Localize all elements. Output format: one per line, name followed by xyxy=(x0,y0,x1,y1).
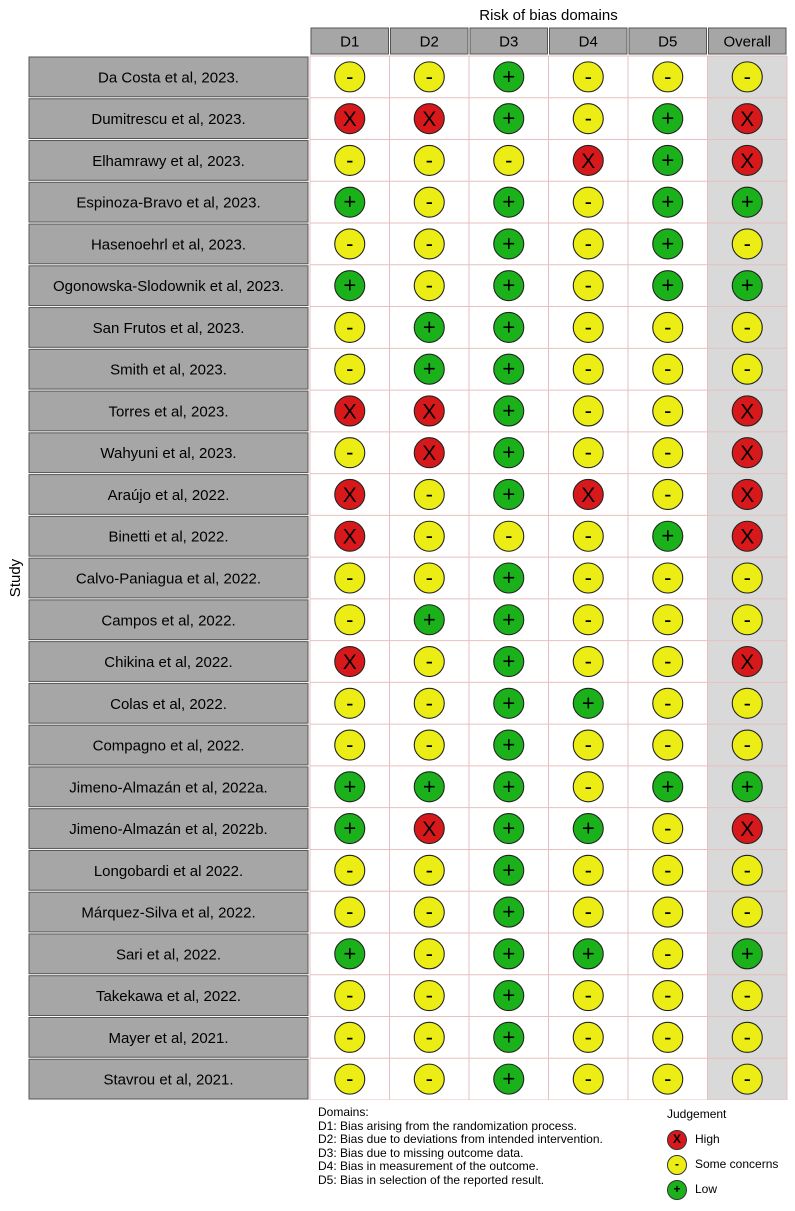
column-header-label: D3 xyxy=(499,33,519,51)
column-header-label: D1 xyxy=(340,33,360,51)
judgement-symbol: - xyxy=(664,606,672,632)
judgement-symbol: + xyxy=(502,105,516,131)
judgement-symbol: + xyxy=(343,940,357,966)
judgement-symbol: - xyxy=(584,773,592,799)
judgement-label-some-concerns: Some concerns xyxy=(695,1157,779,1172)
judgement-symbol: + xyxy=(502,732,516,758)
judgement-label-low: Low xyxy=(695,1182,718,1197)
study-label: Colas et al, 2022. xyxy=(110,695,227,713)
judgement-symbol: + xyxy=(661,189,675,215)
judgement-symbol: - xyxy=(743,356,751,382)
judgement-symbol: - xyxy=(425,189,433,215)
domain-description-d3: D3: Bias due to missing outcome data. xyxy=(318,1145,524,1160)
judgement-symbol: - xyxy=(664,565,672,590)
judgement-legend xyxy=(667,1108,795,1203)
judgement-symbol: - xyxy=(743,732,751,758)
judgement-symbol: - xyxy=(584,523,592,549)
judgement-symbol: - xyxy=(425,565,433,590)
judgement-symbol: - xyxy=(425,732,433,758)
judgement-symbol: - xyxy=(425,63,433,89)
judgement-symbol: - xyxy=(584,230,592,256)
judgement-symbol: - xyxy=(664,1024,672,1050)
judgement-symbol: - xyxy=(743,565,751,590)
judgement-symbol: - xyxy=(425,147,433,173)
study-label: Márquez-Silva et al, 2022. xyxy=(81,904,256,922)
column-header-label: D4 xyxy=(578,33,598,51)
judgement-symbol: - xyxy=(346,439,354,465)
study-label: Jimeno-Almazán et al, 2022b. xyxy=(69,821,268,839)
judgement-symbol: - xyxy=(505,147,513,173)
study-label: Stavrou et al, 2021. xyxy=(103,1071,234,1089)
judgement-symbol: X xyxy=(740,149,755,173)
judgement-symbol: - xyxy=(346,356,354,382)
judgement-symbol: - xyxy=(425,648,433,674)
judgement-symbol: - xyxy=(425,857,433,883)
judgement-symbol: - xyxy=(664,982,672,1008)
judgement-symbol: - xyxy=(425,1066,433,1092)
study-label: Ogonowska-Slodownik et al, 2023. xyxy=(53,278,284,296)
judgement-symbol: - xyxy=(664,857,672,883)
judgement-symbol: X xyxy=(740,108,755,132)
judgement-symbol: - xyxy=(664,732,672,758)
judgement-symbol: - xyxy=(425,481,433,507)
judgement-symbol: - xyxy=(346,63,354,89)
domain-description-d2: D2: Bias due to deviations from intended intervention. xyxy=(318,1132,603,1146)
judgement-symbol: - xyxy=(584,606,592,632)
judgement-symbol: - xyxy=(584,439,592,465)
judgement-symbol: + xyxy=(422,356,436,382)
study-label: Hasenoehrl et al, 2023. xyxy=(90,236,247,254)
judgement-symbol: + xyxy=(581,815,595,841)
y-axis-label: Study xyxy=(7,558,24,598)
judgement-symbol: + xyxy=(502,481,516,507)
judgement-symbol: - xyxy=(584,732,592,758)
judgement-symbol: + xyxy=(422,773,436,799)
chart-title: Risk of bias domains xyxy=(479,7,618,24)
judgement-symbol: + xyxy=(661,230,675,256)
high-risk-icon: X xyxy=(667,1130,687,1150)
judgement-symbol: + xyxy=(343,815,357,841)
judgement-symbol: - xyxy=(664,899,672,925)
judgement-symbol: + xyxy=(740,189,754,215)
study-label: Calvo-Paniagua et al, 2022. xyxy=(75,570,262,588)
judgement-symbol: + xyxy=(422,606,436,632)
judgement-symbol: X xyxy=(342,651,357,675)
judgement-symbol: - xyxy=(346,230,354,256)
judgement-symbol: X xyxy=(422,442,437,466)
judgement-symbol: - xyxy=(584,565,592,590)
some-concerns-icon: - xyxy=(667,1155,687,1175)
judgement-symbol: - xyxy=(664,690,672,716)
domain-description-d4: D4: Bias in measurement of the outcome. xyxy=(318,1159,539,1173)
low-risk-icon: + xyxy=(667,1180,687,1200)
judgement-symbol: - xyxy=(425,523,433,549)
judgement-symbol: - xyxy=(346,1066,354,1092)
study-label: Sari et al, 2022. xyxy=(115,946,222,964)
study-label: Wahyuni et al, 2023. xyxy=(100,445,237,463)
judgement-symbol: + xyxy=(502,230,516,256)
judgement-symbol: X xyxy=(342,483,357,507)
judgement-symbol: - xyxy=(743,690,751,716)
judgement-symbol: - xyxy=(584,899,592,925)
judgement-symbol: - xyxy=(743,899,751,925)
judgement-symbol: - xyxy=(584,105,592,131)
judgement-symbol: - xyxy=(584,63,592,89)
study-label: San Frutos et al, 2023. xyxy=(92,319,245,337)
judgement-symbol: X xyxy=(740,818,755,842)
judgement-symbol: + xyxy=(502,773,516,799)
judgement-symbol: - xyxy=(664,481,672,507)
judgement-symbol: + xyxy=(422,314,436,340)
judgement-symbol: X xyxy=(581,483,596,507)
judgement-symbol: X xyxy=(422,818,437,842)
judgement-symbol: + xyxy=(502,356,516,382)
judgement-symbol: - xyxy=(425,690,433,716)
judgement-symbol: + xyxy=(502,940,516,966)
judgement-symbol: - xyxy=(346,732,354,758)
judgement-symbol: - xyxy=(584,857,592,883)
column-header-label: Overall xyxy=(723,33,772,51)
judgement-symbol: X xyxy=(342,525,357,549)
study-label: Dumitrescu et al, 2023. xyxy=(91,111,246,129)
judgement-symbol: - xyxy=(584,314,592,340)
judgement-symbol: - xyxy=(664,815,672,841)
study-label: Espinoza-Bravo et al, 2023. xyxy=(76,194,261,212)
judgement-symbol: - xyxy=(346,314,354,340)
judgement-symbol: X xyxy=(740,483,755,507)
study-label: Mayer et al, 2021. xyxy=(108,1029,229,1047)
judgement-symbol: - xyxy=(346,1024,354,1050)
judgement-symbol: + xyxy=(661,773,675,799)
judgement-symbol: - xyxy=(743,314,751,340)
judgement-symbol: + xyxy=(343,773,357,799)
judgement-symbol: - xyxy=(743,230,751,256)
study-label: Binetti et al, 2022. xyxy=(108,528,229,546)
judgement-symbol: - xyxy=(743,63,751,89)
judgement-symbol: + xyxy=(661,272,675,298)
judgement-symbol: - xyxy=(743,1066,751,1092)
judgement-symbol: + xyxy=(740,940,754,966)
study-label: Chikina et al, 2022. xyxy=(104,654,233,672)
judgement-symbol: + xyxy=(343,189,357,215)
judgement-symbol: - xyxy=(664,648,672,674)
judgement-symbol: - xyxy=(584,189,592,215)
judgement-symbol: - xyxy=(664,439,672,465)
judgement-symbol: + xyxy=(502,648,516,674)
judgement-symbol: + xyxy=(343,272,357,298)
judgement-symbol: - xyxy=(584,1024,592,1050)
study-label: Jimeno-Almazán et al, 2022a. xyxy=(69,779,268,797)
judgement-symbol: + xyxy=(661,105,675,131)
judgement-symbol: - xyxy=(743,1024,751,1050)
column-header-label: D5 xyxy=(658,33,678,51)
judgement-symbol: + xyxy=(740,773,754,799)
judgement-label-high: High xyxy=(695,1132,720,1147)
judgement-symbol: - xyxy=(743,606,751,632)
judgement-symbol: - xyxy=(425,272,433,298)
judgement-symbol: - xyxy=(346,606,354,632)
domains-legend-title: Domains: xyxy=(318,1105,369,1119)
study-label: Da Costa et al, 2023. xyxy=(98,69,239,87)
judgement-legend-high xyxy=(667,1128,795,1153)
judgement-symbol: - xyxy=(584,397,592,423)
judgement-symbol: X xyxy=(422,108,437,132)
judgement-symbol: - xyxy=(346,690,354,716)
judgement-legend-low xyxy=(667,1178,795,1203)
column-header-label: D2 xyxy=(419,33,439,51)
judgement-symbol: - xyxy=(425,982,433,1008)
judgement-symbol: - xyxy=(425,1024,433,1050)
judgement-symbol: X xyxy=(581,149,596,173)
judgement-symbol: + xyxy=(581,940,595,966)
judgement-symbol: X xyxy=(342,108,357,132)
judgement-symbol: + xyxy=(740,272,754,298)
judgement-symbol: - xyxy=(425,230,433,256)
study-label: Campos et al, 2022. xyxy=(101,612,236,630)
judgement-symbol: X xyxy=(740,400,755,424)
judgement-symbol: X xyxy=(422,400,437,424)
study-label: Smith et al, 2023. xyxy=(110,361,227,379)
judgement-legend-some-concerns xyxy=(667,1153,795,1178)
judgement-symbol: - xyxy=(346,982,354,1008)
domain-description-d5: D5: Bias in selection of the reported result. xyxy=(318,1172,545,1187)
study-label: Araújo et al, 2022. xyxy=(107,486,230,504)
judgement-symbol: - xyxy=(743,982,751,1008)
judgement-symbol: + xyxy=(502,63,516,89)
judgement-symbol: + xyxy=(502,815,516,841)
judgement-symbol: - xyxy=(346,565,354,590)
domains-legend xyxy=(318,1106,603,1187)
study-label: Takekawa et al, 2022. xyxy=(95,988,242,1006)
judgement-symbol: - xyxy=(584,272,592,298)
judgement-symbol: X xyxy=(740,651,755,675)
judgement-symbol: - xyxy=(584,648,592,674)
judgement-symbol: X xyxy=(740,442,755,466)
judgement-symbol: - xyxy=(584,1066,592,1092)
judgement-symbol: + xyxy=(661,523,675,549)
judgement-symbol: - xyxy=(346,147,354,173)
judgement-symbol: - xyxy=(505,523,513,549)
judgement-symbol: + xyxy=(581,690,595,716)
judgement-symbol: - xyxy=(346,857,354,883)
judgement-symbol: + xyxy=(502,606,516,632)
judgement-symbol: + xyxy=(502,899,516,925)
study-label: Longobardi et al 2022. xyxy=(93,862,244,880)
judgement-symbol: - xyxy=(584,356,592,382)
study-label: Torres et al, 2023. xyxy=(108,403,229,421)
judgement-symbol: + xyxy=(502,397,516,423)
judgement-symbol: + xyxy=(502,690,516,716)
judgement-symbol: - xyxy=(664,314,672,340)
study-label: Compagno et al, 2022. xyxy=(92,737,245,755)
judgement-symbol: + xyxy=(502,189,516,215)
judgement-symbol: - xyxy=(664,1066,672,1092)
judgement-symbol: - xyxy=(584,982,592,1008)
judgement-symbol: - xyxy=(425,899,433,925)
judgement-symbol: - xyxy=(664,63,672,89)
judgement-symbol: + xyxy=(502,1024,516,1050)
judgement-symbol: - xyxy=(664,940,672,966)
judgement-symbol: + xyxy=(502,857,516,883)
judgement-symbol: + xyxy=(502,982,516,1008)
judgement-symbol: X xyxy=(740,525,755,549)
judgement-symbol: - xyxy=(346,899,354,925)
study-label: Elhamrawy et al, 2023. xyxy=(92,152,245,170)
judgement-symbol: + xyxy=(502,272,516,298)
judgement-symbol: X xyxy=(342,400,357,424)
judgement-symbol: + xyxy=(661,147,675,173)
judgement-symbol: + xyxy=(502,439,516,465)
judgement-symbol: + xyxy=(502,314,516,340)
judgement-symbol: - xyxy=(425,940,433,966)
judgement-legend-title: Judgement xyxy=(667,1107,727,1121)
judgement-symbol: - xyxy=(664,397,672,423)
judgement-symbol: - xyxy=(743,857,751,883)
judgement-symbol: + xyxy=(502,1066,516,1092)
domain-description-d1: D1: Bias arising from the randomization process. xyxy=(318,1118,577,1133)
judgement-symbol: + xyxy=(502,565,516,590)
judgement-symbol: - xyxy=(664,356,672,382)
